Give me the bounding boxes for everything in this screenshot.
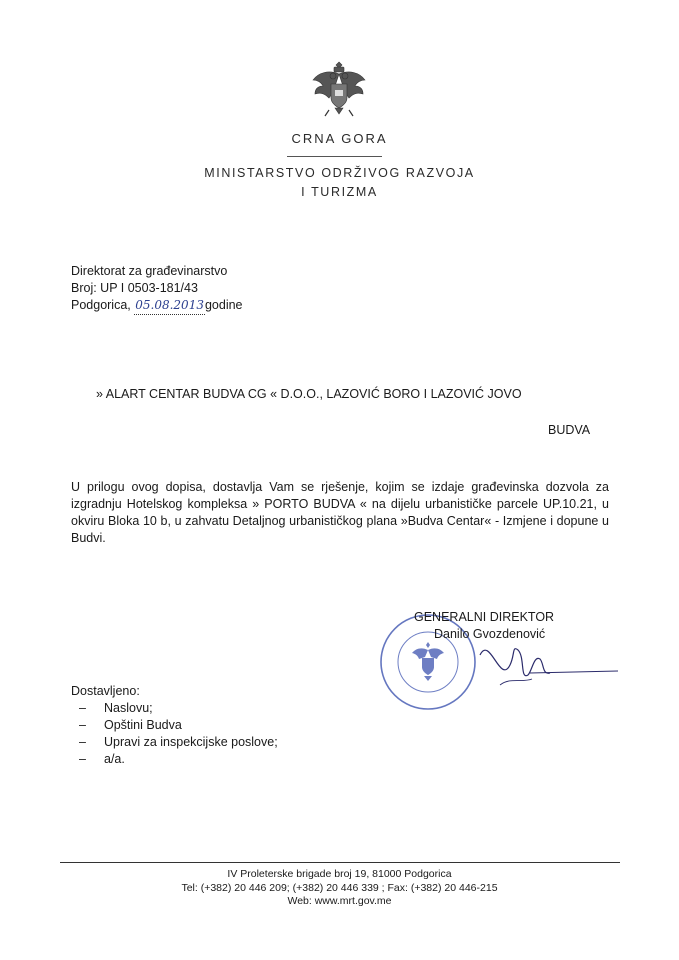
addressee-city: BUDVA	[548, 423, 591, 437]
signatory-name: Danilo Gvozdenović	[434, 627, 546, 641]
ministry-title	[0, 164, 679, 202]
footer-address: IV Proleterske brigade broj 19, 81000 Podgorica	[227, 868, 452, 880]
addressee-name: » ALART CENTAR BUDVA CG « D.O.O., LAZOVIĆ BORO I LAZOVIĆ JOVO	[96, 387, 522, 401]
directorate-label: Direktorat za građevinarstvo	[71, 264, 228, 278]
date-suffix: godine	[204, 298, 243, 312]
footer-divider	[60, 862, 620, 863]
distribution-heading: Dostavljeno:	[71, 684, 140, 698]
distribution-list	[71, 683, 278, 768]
list-item: – Naslovu;	[71, 700, 278, 717]
footer-web: Web: www.mrt.gov.me	[287, 895, 392, 907]
reference-number: Broj: UP I 0503-181/43	[71, 281, 198, 295]
place-date-line	[71, 297, 243, 315]
country-title: CRNA GORA	[291, 131, 388, 146]
footer-phones: Tel: (+382) 20 446 209; (+382) 20 446 339 ; Fax: (+382) 20 446-215	[181, 881, 498, 894]
list-item: – Upravi za inspekcijske poslove;	[71, 734, 278, 751]
list-item: – a/a.	[71, 751, 278, 768]
coat-of-arms-icon	[307, 58, 371, 122]
footer	[0, 868, 679, 909]
body-paragraph: U prilogu ovog dopisa, dostavlja Vam se rješenje, kojim se izdaje građevinska dozvola za izgradnju Hotelskog kompleksa » PORTO BUDVA « na dijelu urbanističke parcele UP.10.21, u okviru Bloka 10 b, u zahvatu Detaljnog urbanističkog plana »Budva Centar« - Izmjene i dopune u Budvi.	[71, 480, 609, 545]
signatory-title: GENERALNI DIREKTOR	[414, 610, 555, 624]
list-item: – Opštini Budva	[71, 717, 278, 734]
handwritten-date: 05.08.2013	[134, 297, 205, 315]
document-meta	[71, 263, 243, 315]
place-label: Podgorica,	[71, 298, 131, 312]
ministry-line-1: MINISTARSTVO ODRŽIVOG RAZVOJA	[204, 166, 475, 180]
ministry-line-2: I TURIZMA	[301, 185, 378, 199]
header-divider	[287, 156, 382, 157]
